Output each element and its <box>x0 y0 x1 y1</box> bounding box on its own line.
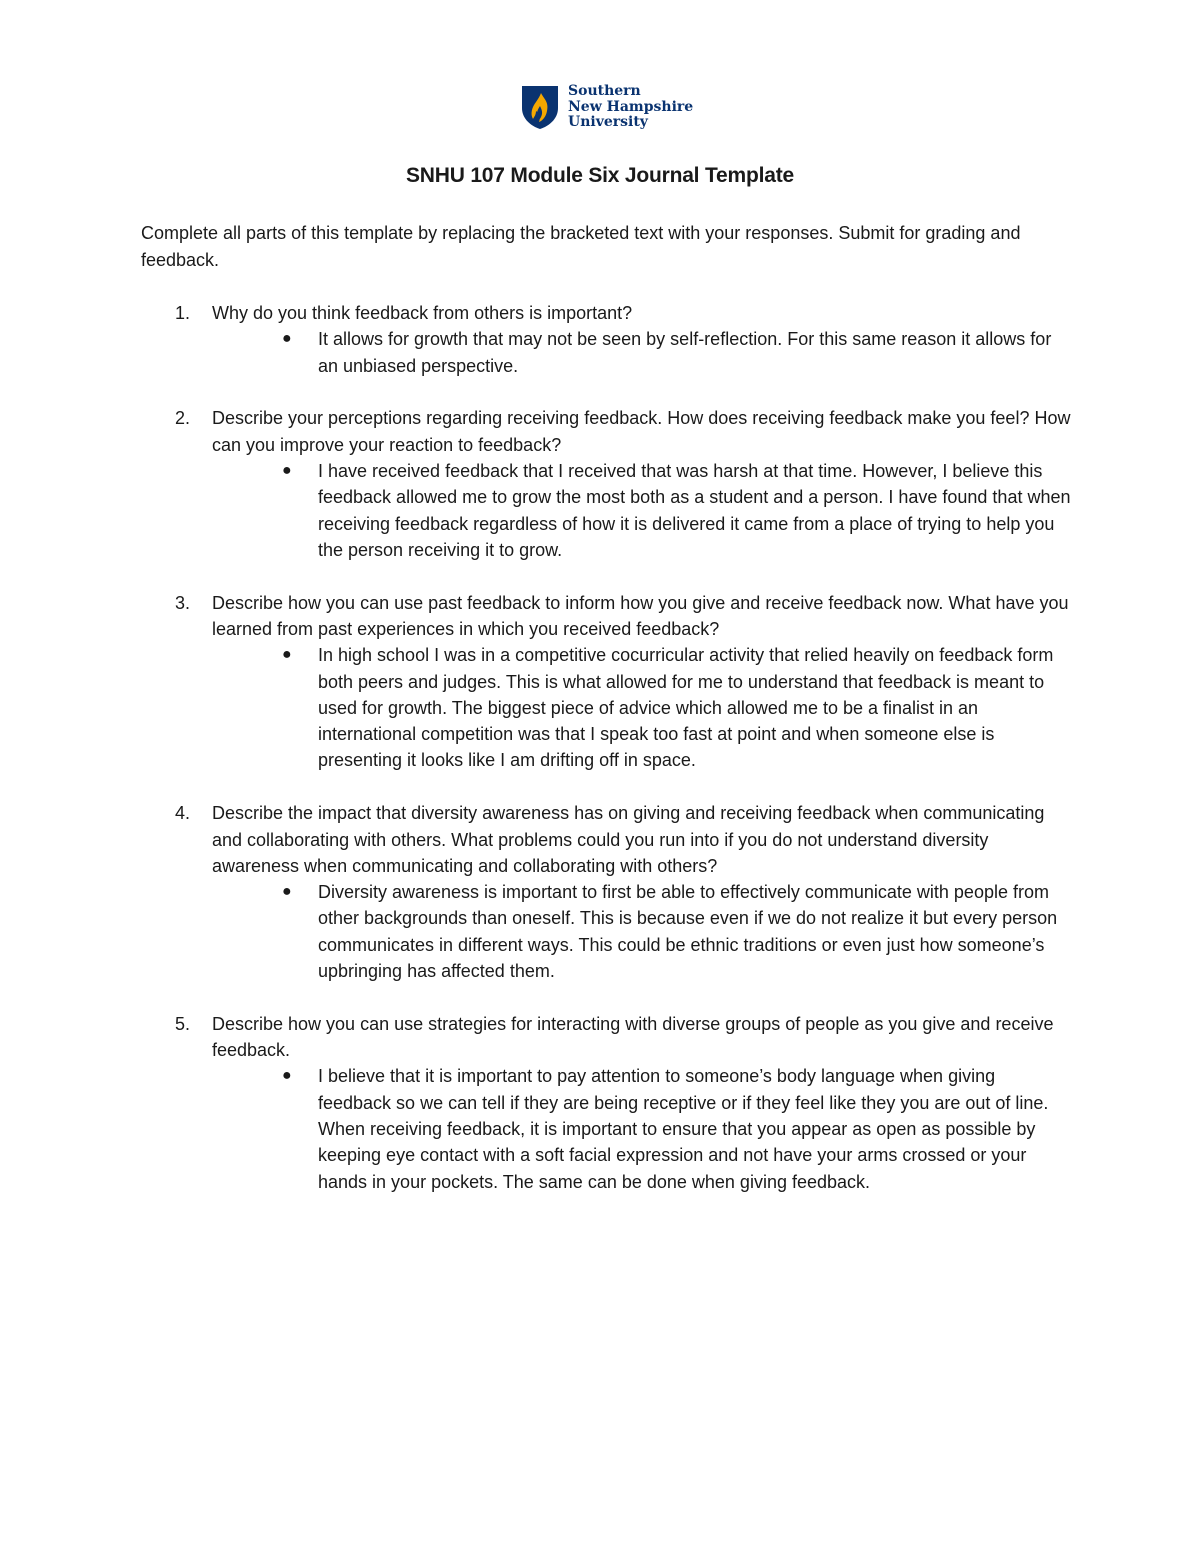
answer-text: Diversity awareness is important to first be able to effectively communicate with people from other backgrounds than oneself. This is because even if we do not realize it but every person communicates in different ways. This could be ethnic traditions or even just how someone’s upbringing has affected them. <box>318 882 1058 982</box>
answer-item <box>212 326 1071 379</box>
page-title: SNHU 107 Module Six Journal Template <box>405 164 794 187</box>
bullet-icon: ● <box>282 1067 292 1085</box>
logo-wordmark <box>568 84 693 131</box>
question-list <box>141 300 1071 1221</box>
question-item <box>141 590 1071 774</box>
answer-list <box>212 326 1071 379</box>
bullet-icon: ● <box>282 883 292 901</box>
question-number: 2. <box>175 408 191 429</box>
question-number: 1. <box>175 303 191 323</box>
logo-line-2: New Hampshire <box>568 98 694 115</box>
question-text: Describe the impact that diversity awareness has on giving and receiving feedback when communicating and collaborating with others. What problems could you run into if you do not understand diversity awareness when communicating and collaborating with others? <box>212 803 1045 876</box>
logo-line-3: University <box>568 114 648 130</box>
flame-shield-logo-icon <box>520 84 560 130</box>
question-text: Describe how you can use past feedback to inform how you give and receive feedback now. What have you learned from past experiences in which you received feedback? <box>212 592 1069 639</box>
bullet-icon: ● <box>282 646 292 664</box>
answer-item <box>212 879 1071 984</box>
bullet-icon: ● <box>282 330 292 348</box>
answer-text: I have received feedback that I received that was harsh at that time. However, I believe this feedback allowed me to grow the most both as a student and a person. I have found that when receiving feedback regardless of how it is delivered it came from a place of trying to help you the person receiving it to grow. <box>318 460 1071 560</box>
question-item <box>141 300 1071 379</box>
answer-text: In high school I was in a competitive cocurricular activity that relied heavily on feedback form both peers and judges. This is what allowed for me to understand that feedback is meant to used for growth. The biggest piece of advice which allowed me to be a finalist in an international competition was that I speak too fast at point and when someone else is presenting it looks like I am drifting off in space. <box>318 645 1054 771</box>
answer-list <box>212 642 1071 773</box>
answer-text: I believe that it is important to pay attention to someone’s body language when giving feedback so we can tell if they are being receptive or if they feel like they you are out of line. When receiving feedback, it is important to ensure that you appear as open as possible by keeping eye contact with a soft facial expression and not have your arms crossed or your hands in your pockets. The same can be done when giving feedback. <box>318 1066 1049 1192</box>
answer-list <box>212 879 1071 984</box>
question-text: Describe your perceptions regarding receiving feedback. How does receiving feedback make you feel? How can you improve your reaction to feedback? <box>212 408 1071 455</box>
question-number: 5. <box>175 1013 191 1034</box>
question-text: Describe how you can use strategies for interacting with diverse groups of people as you give and receive feedback. <box>212 1013 1054 1061</box>
bullet-icon: ● <box>282 461 292 479</box>
question-number: 4. <box>175 803 191 824</box>
answer-list <box>212 458 1071 563</box>
answer-item <box>212 1063 1071 1194</box>
answer-item <box>212 458 1071 563</box>
question-item <box>141 405 1071 563</box>
question-text: Why do you think feedback from others is important? <box>212 303 633 323</box>
answer-item <box>212 642 1071 773</box>
question-item <box>141 1011 1071 1195</box>
logo-line-1: Southern <box>568 83 641 99</box>
intro-paragraph: Complete all parts of this template by replacing the bracketed text with your responses. Submit for grading and feedback. <box>141 223 1021 270</box>
question-number: 3. <box>175 592 191 613</box>
answer-text: It allows for growth that may not be seen by self-reflection. For this same reason it allows for an unbiased perspective. <box>318 329 1052 376</box>
answer-list <box>212 1063 1071 1194</box>
university-logo <box>520 84 693 131</box>
question-item <box>141 800 1071 984</box>
